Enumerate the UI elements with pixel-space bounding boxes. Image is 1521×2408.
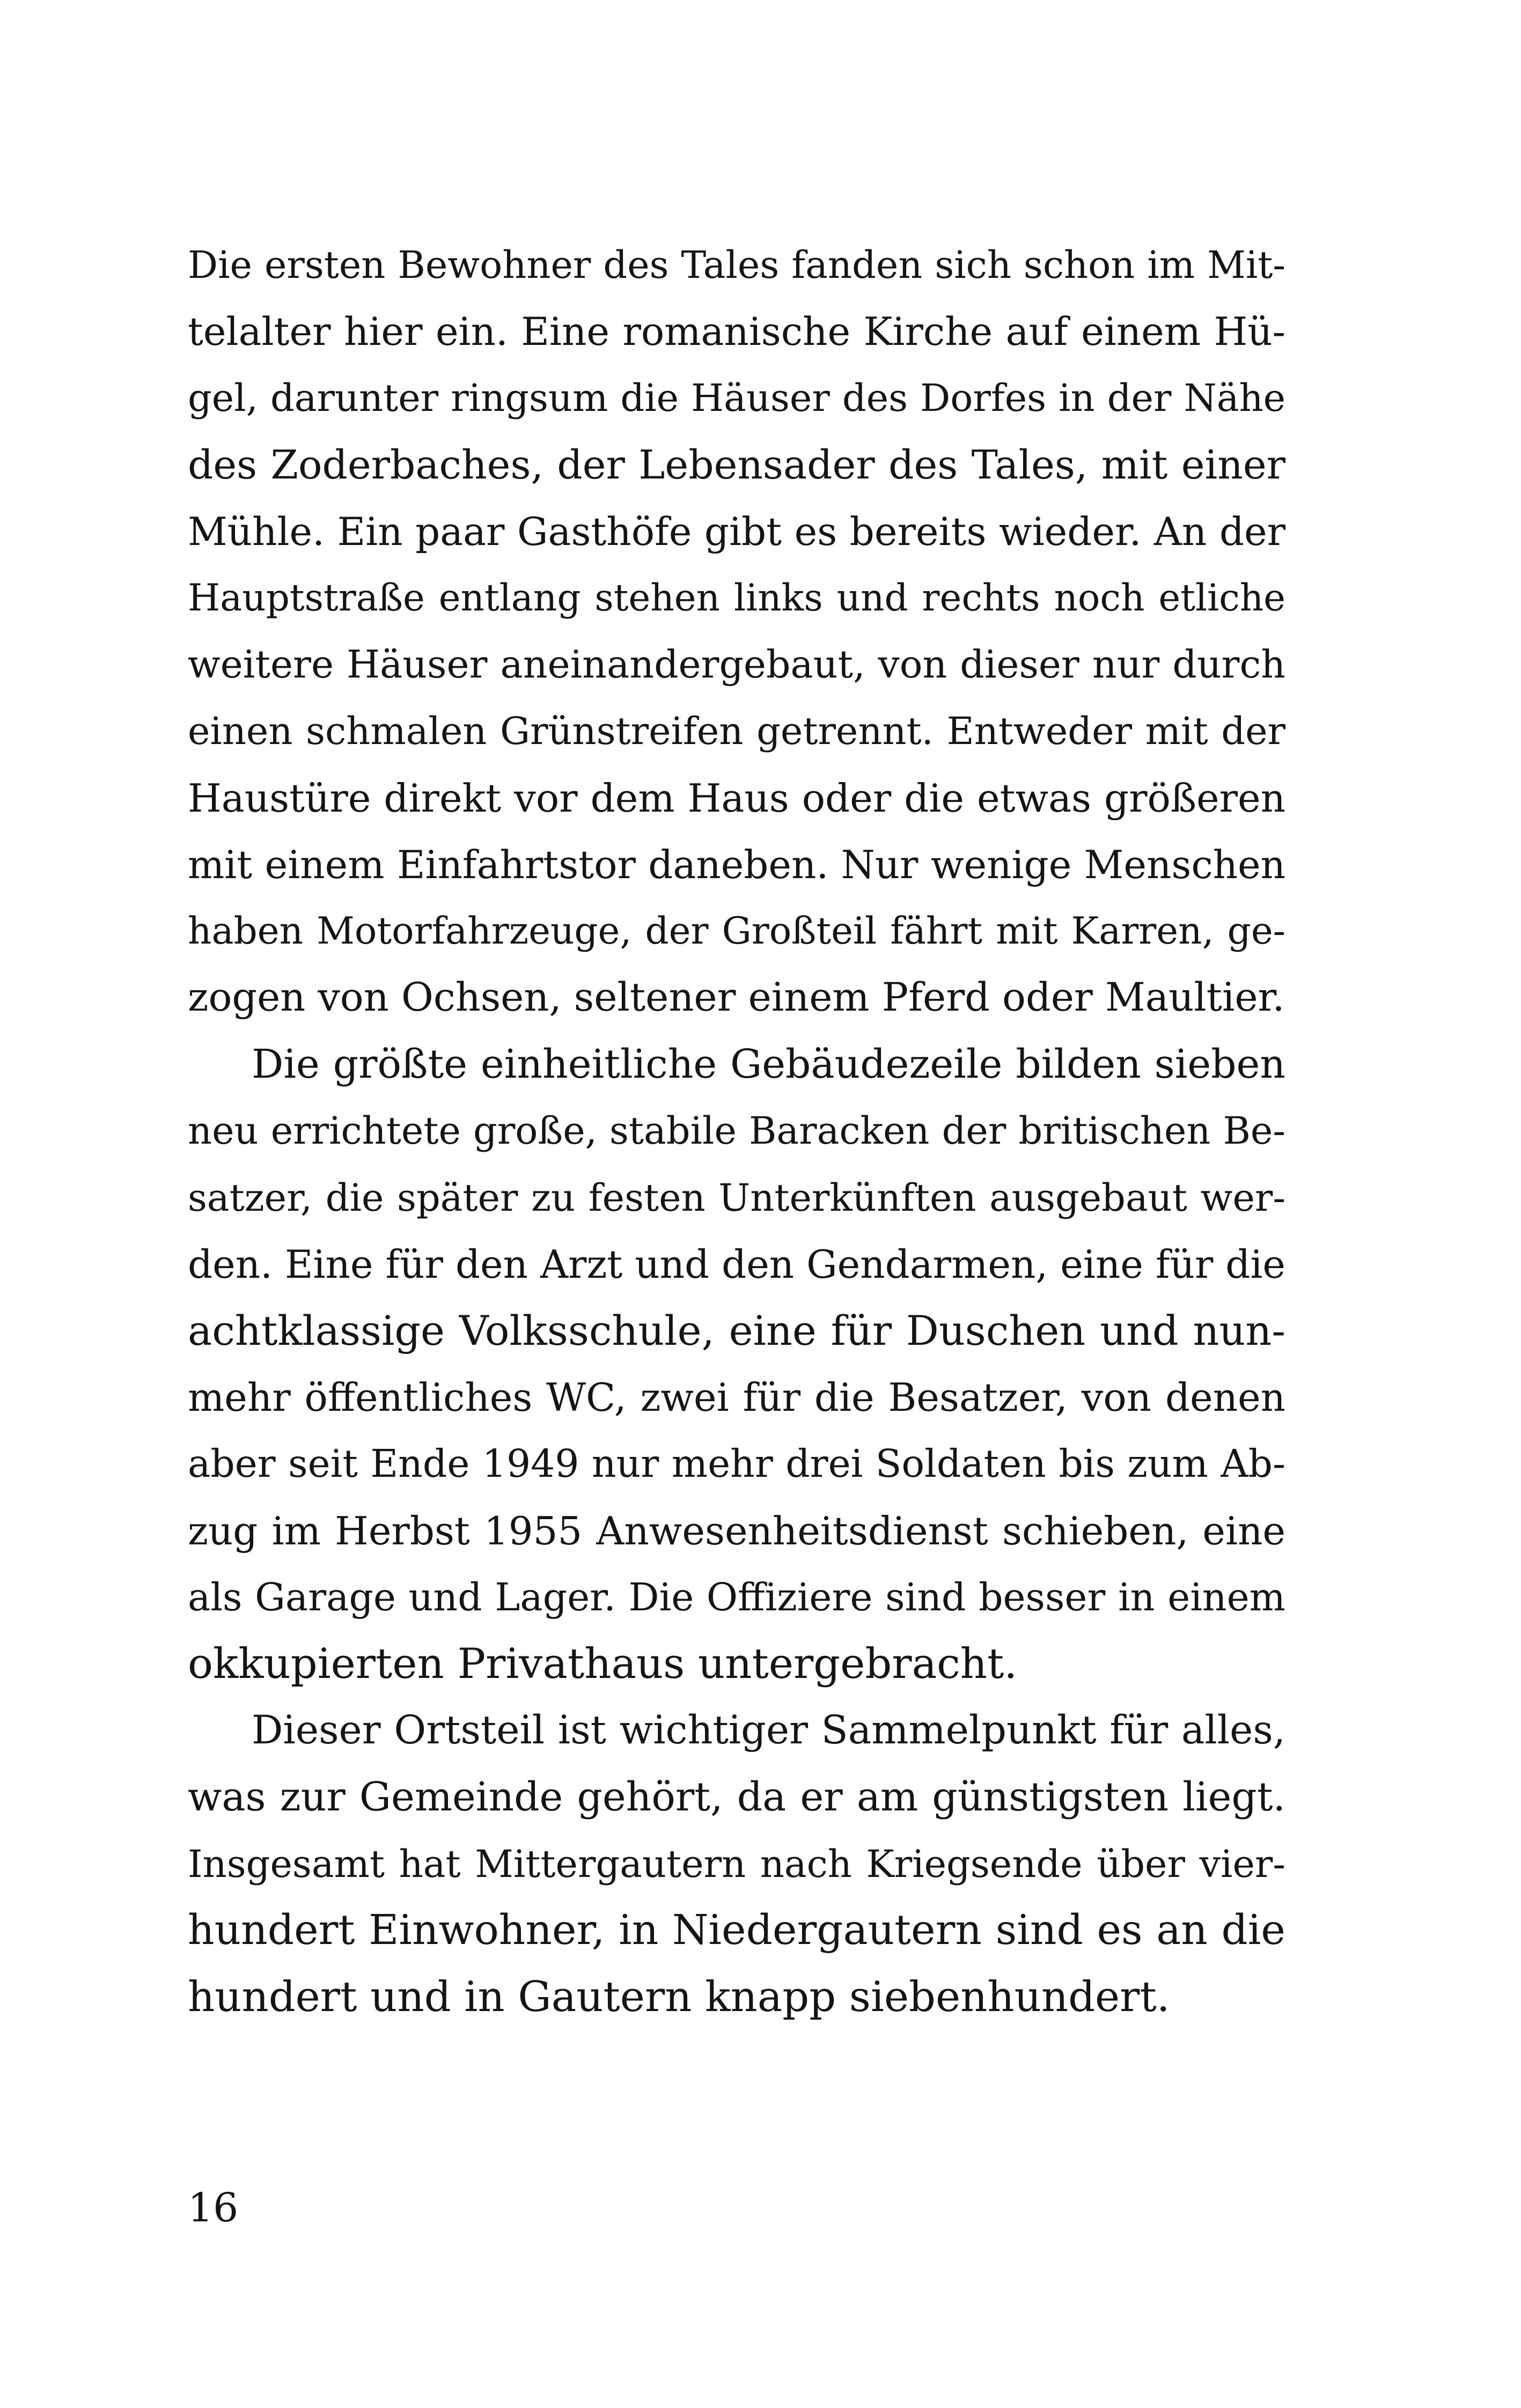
- text-line: Dieser Ortsteil ist wichtiger Sammelpunkt für alles,: [252, 1707, 1285, 1754]
- text-line: Mühle. Ein paar Gasthöfe gibt es bereits wieder. An der: [188, 509, 1285, 554]
- text-line: okkupierten Privathaus untergebracht.: [188, 1639, 1018, 1688]
- text-line: Die größte einheitliche Gebäudezeile bilden sieben: [252, 1041, 1285, 1088]
- text-line: weitere Häuser aneinandergebaut, von dieser nur durch: [188, 642, 1285, 687]
- text-line: Haustüre direkt vor dem Haus oder die etwas größeren: [188, 775, 1285, 821]
- page-number: 16: [188, 2185, 239, 2231]
- text-line: den. Eine für den Arzt und den Gendarmen, eine für die: [188, 1241, 1285, 1287]
- text-line: hundert und in Gautern knapp siebenhundert.: [188, 1972, 1170, 2021]
- text-line: mehr öffentliches WC, zwei für die Besatzer, von denen: [188, 1375, 1285, 1420]
- text-line: hundert Einwohner, in Niedergautern sind es an die: [188, 1906, 1285, 1954]
- text-line: neu errichtete große, stabile Baracken der britischen Be-: [188, 1109, 1285, 1153]
- text-line: zug im Herbst 1955 Anwesenheitsdienst schieben, eine: [188, 1508, 1285, 1553]
- text-line: Die ersten Bewohner des Tales fanden sich schon im Mit-: [188, 243, 1285, 287]
- paragraph-3: [188, 1697, 1285, 2030]
- text-line: aber seit Ende 1949 nur mehr drei Soldaten bis zum Ab-: [188, 1441, 1285, 1486]
- text-line: achtklassige Volksschule, eine für Duschen und nun-: [188, 1307, 1285, 1354]
- text-line: satzer, die später zu festen Unterkünften ausgebaut wer-: [188, 1175, 1285, 1220]
- paragraph-1: [188, 232, 1285, 1031]
- text-line: einen schmalen Grünstreifen getrennt. Entweder mit der: [188, 709, 1285, 754]
- text-line: telalter hier ein. Eine romanische Kirche auf einem Hü-: [188, 309, 1285, 355]
- text-line: als Garage und Lager. Die Offiziere sind besser in einem: [188, 1574, 1285, 1619]
- text-line: gel, darunter ringsum die Häuser des Dorfes in der Nähe: [188, 376, 1285, 421]
- text-line: des Zoderbaches, der Lebensader des Tales, mit einer: [188, 441, 1285, 488]
- body-text: [188, 232, 1285, 2030]
- text-line: Hauptstraße entlang stehen links und rechts noch etliche: [188, 576, 1285, 620]
- text-line: Insgesamt hat Mittergautern nach Kriegsende über vier-: [188, 1842, 1285, 1886]
- text-line: was zur Gemeinde gehört, da er am günstigsten liegt.: [188, 1774, 1285, 1821]
- text-line: haben Motorfahrzeuge, der Großteil fährt mit Karren, ge-: [188, 909, 1285, 953]
- text-line: mit einem Einfahrtstor daneben. Nur wenige Menschen: [188, 842, 1285, 887]
- paragraph-2: [188, 1031, 1285, 1697]
- text-line: zogen von Ochsen, seltener einem Pferd oder Maultier.: [188, 975, 1285, 1021]
